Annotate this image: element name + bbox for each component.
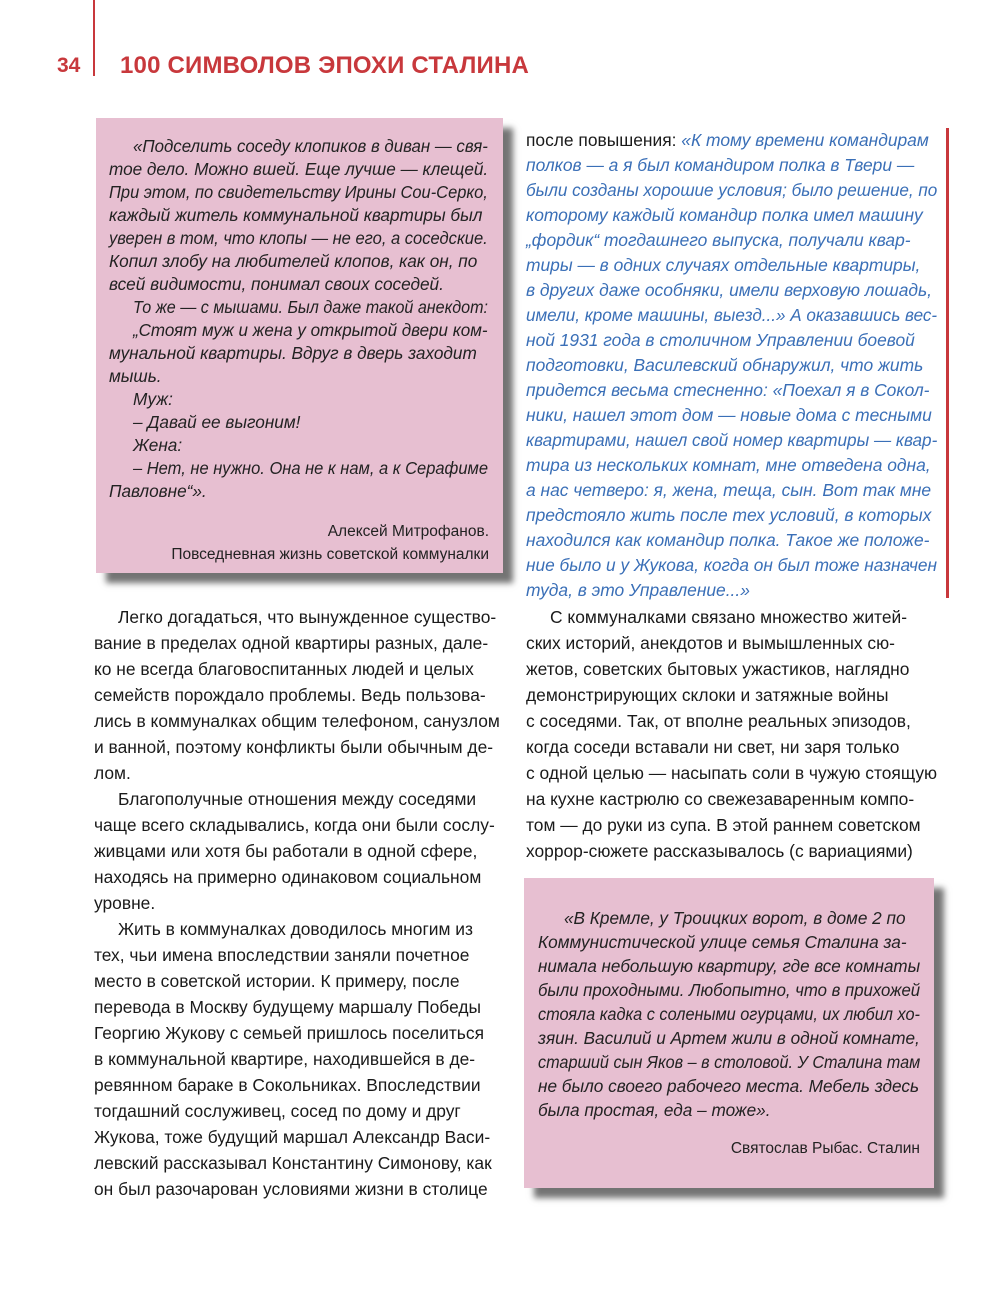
quote-line: Копил злобу на любителей клопов, как он, по <box>109 251 478 271</box>
body-text: после повышения: <box>526 130 682 150</box>
vasilevsky-quote-line: полков — а я был командиром полка в Твери — <box>526 155 915 175</box>
body-line: с соседями. Так, от вполне реальных эпизодов, <box>526 711 911 731</box>
quote-line: были проходными. Любопытно, что в прихожей <box>538 980 921 1000</box>
vasilevsky-quote: «К тому времени командирам <box>681 130 929 150</box>
body-line: Георгию Жукову с семьей пришлось поселиться <box>94 1023 484 1043</box>
quote-line: Жена: <box>133 435 183 455</box>
body-line: перевода в Москву будущему маршалу Победы <box>94 997 481 1017</box>
body-line: левский рассказывал Константину Симонову, как <box>94 1153 492 1173</box>
vasilevsky-quote-line: ники, нашел этот дом — новые дома с тесными <box>526 405 932 425</box>
body-line: чаще всего складывались, когда они были сослу- <box>94 815 495 835</box>
vasilevsky-quote-line: были созданы хорошие условия; было решение, по <box>526 180 938 200</box>
quote-line: То же — с мышами. Был даже такой анекдот: <box>133 297 488 317</box>
body-line: уровне. <box>94 893 156 913</box>
vasilevsky-quote-line: тиры — в одних случаях отдельные квартиры, <box>526 255 921 275</box>
quote-line: – Нет, не нужно. Она не к нам, а к Серафиме <box>133 458 488 478</box>
body-line: Жукова, тоже будущий маршал Александр Васи- <box>94 1127 491 1147</box>
body-line: он был разочарован условиями жизни в столице <box>94 1179 488 1199</box>
quote-box-stalin <box>524 878 934 1188</box>
page-number: 34 <box>57 54 81 77</box>
body-line: тогдашний сослуживец, сосед по дому и друг <box>94 1101 461 1121</box>
body-line: жетов, советских бытовых ужастиков, наглядно <box>526 659 910 679</box>
body-line: на кухне кастрюлю со свежезаваренным компо- <box>526 789 915 809</box>
quote-line: – Давай ее выгоним! <box>133 412 301 432</box>
body-line: ко не всегда благовоспитанных людей и целых <box>94 659 474 679</box>
quote-line: „Стоят муж и жена у открытой двери ком- <box>133 320 488 340</box>
body-line <box>526 132 929 149</box>
header-divider <box>93 0 95 76</box>
quote-line: мышь. <box>109 366 162 386</box>
quote-line: «Подселить соседу клопиков в диван — свя- <box>133 136 488 156</box>
vasilevsky-quote-line: ние было и у Жукова, когда он был тоже назначен <box>526 555 938 575</box>
quote-box-communal <box>96 118 503 573</box>
quote-line: всей видимости, понимал своих соседей. <box>109 274 444 294</box>
quote-line: нимала небольшую квартиру, где все комнаты <box>538 956 921 976</box>
vasilevsky-quote-line: находился как командир полка. Такое же положе- <box>526 530 930 550</box>
body-text: А оказавшись вес- <box>785 305 938 325</box>
vasilevsky-quote-line: которому каждый командир полка имел машину <box>526 205 923 225</box>
body-line <box>526 307 937 324</box>
body-line: Благополучные отношения между соседями <box>118 789 477 809</box>
body-line: с одной целью — насыпать соли в чужую стоящую <box>526 763 938 783</box>
body-line: ских историй, анекдотов и вымышленных сю- <box>526 633 895 653</box>
quote-line: Муж: <box>133 389 173 409</box>
vasilevsky-quote-line: квартирами, нашел свой номер квартиры — квар- <box>526 430 938 450</box>
quote-source: Святослав Рыбас. Сталин <box>730 1140 920 1157</box>
body-line: Легко догадаться, что вынужденное существо- <box>118 607 497 627</box>
body-line: С коммуналками связано множество житей- <box>550 607 908 627</box>
vasilevsky-quote: «Поехал я в Сокол- <box>772 380 930 400</box>
quote-line: уверен в том, что клопы — не его, а соседские. <box>109 228 488 248</box>
body-line: вание в пределах одной квартиры разных, дале- <box>94 633 489 653</box>
body-line: и ванной, поэтому конфликты были обычным де- <box>94 737 494 757</box>
quote-source-author: Алексей Митрофанов. <box>327 523 489 540</box>
body-line: хоррор-сюжете рассказывалось (с вариациями) <box>526 841 913 861</box>
body-line: живцами или хотя бы работали в одной сфере, <box>94 841 478 861</box>
vasilevsky-quote-line: предстояло жить после тех условий, в которых <box>526 505 932 525</box>
vasilevsky-quote: имели, кроме машины, выезд...» <box>526 305 786 325</box>
vasilevsky-quote-line: а нас четверо: я, жена, теща, сын. Вот так мне <box>526 480 932 500</box>
quote-source-title: Повседневная жизнь советской коммуналки <box>171 546 489 563</box>
quote-side-bar <box>946 128 949 598</box>
quote-line: не было своего рабочего места. Мебель здесь <box>538 1076 920 1096</box>
quote-line: «В Кремле, у Троицких ворот, в доме 2 по <box>564 908 906 928</box>
quote-line: была простая, еда – тоже». <box>538 1100 771 1120</box>
vasilevsky-quote-line: тира из нескольких комнат, мне отведена одна, <box>526 455 931 475</box>
vasilevsky-quote-line: в других даже особняки, имели верховую лошадь, <box>526 280 932 300</box>
body-line: тех, чьи имена впоследствии заняли почетное <box>94 945 470 965</box>
body-line: когда соседи вставали ни свет, ни заря только <box>526 737 900 757</box>
body-line: лись в коммуналках общим телефоном, санузлом <box>94 711 500 731</box>
quote-line: мунальной квартиры. Вдруг в дверь заходит <box>109 343 477 363</box>
body-line: подготовки, Василевский обнаружил, что жить <box>526 355 924 375</box>
body-line: находясь на примерно одинаковом социальном <box>94 867 482 887</box>
quote-line: Павловне“». <box>109 481 207 501</box>
body-line: Жить в коммуналках доводилось многим из <box>118 919 473 939</box>
body-line: ной 1931 года в столичном Управлении боевой <box>526 330 915 350</box>
quote-line: каждый житель коммунальной квартиры был <box>109 205 483 225</box>
quote-line: зяин. Василий и Артем жили в одной комнате, <box>538 1028 920 1048</box>
quote-line: Коммунистической улице семья Сталина за- <box>538 932 907 952</box>
vasilevsky-quote-line: туда, в это Управление...» <box>526 580 750 600</box>
body-text: придется весьма стесненно: <box>526 380 773 400</box>
body-line <box>526 382 929 399</box>
body-line: демонстрирующих склоки и затяжные войны <box>526 685 889 705</box>
body-line: ревянном бараке в Сокольниках. Впоследствии <box>94 1075 481 1095</box>
body-line: лом. <box>94 763 131 783</box>
quote-line: тое дело. Можно вшей. Еще лучше — клещей. <box>109 159 489 179</box>
body-line: место в советской истории. К примеру, после <box>94 971 460 991</box>
body-line: семейств порождало проблемы. Ведь пользова- <box>94 685 486 705</box>
body-line: том — до руки из супа. В этой раннем советском <box>526 815 921 835</box>
quote-line: стояла кадка с солеными огурцами, их любил хо- <box>538 1004 920 1024</box>
quote-line: старший сын Яков – в столовой. У Сталина там <box>538 1052 921 1072</box>
vasilevsky-quote-line: „фордик“ тогдашнего выпуска, получали квар- <box>526 230 911 250</box>
body-line: в коммунальной квартире, находившейся в де- <box>94 1049 476 1069</box>
quote-line: При этом, по свидетельству Ирины Сои-Серко, <box>109 182 488 202</box>
running-title: 100 СИМВОЛОВ ЭПОХИ СТАЛИНА <box>120 52 530 79</box>
